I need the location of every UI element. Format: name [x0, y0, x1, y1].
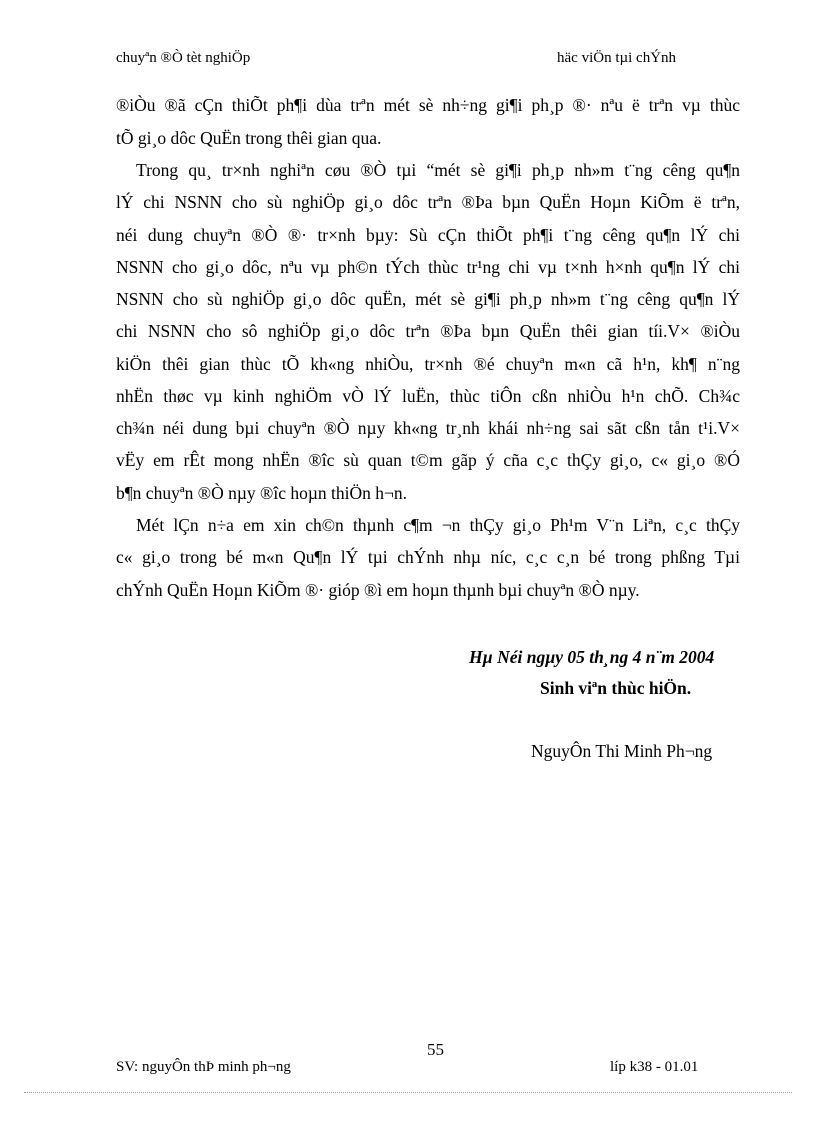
- body-line-2: tÕ gi¸o dôc QuËn trong thêi gian qua.: [116, 128, 382, 148]
- body-line-9: kiÖn thêi gian thùc tÕ kh«ng nhiÒu, tr×nh ®é chuyªn m«n cã h¹n, kh¶ n¨ng: [116, 354, 740, 374]
- page-bottom-divider: [24, 1092, 792, 1093]
- body-line-8: chi NSNN cho sô nghiÖp gi¸o dôc trªn ®Þa bµn QuËn thêi gian tíi.V× ®iÒu: [116, 321, 740, 341]
- body-line-4: lÝ chi NSNN cho sù nghiÖp gi¸o dôc trªn ®Þa bµn QuËn Hoµn KiÕm ë trªn,: [116, 192, 740, 212]
- body-line-13: b¶n chuyªn ®Ò nµy ®îc hoµn thiÖn h¬n.: [116, 483, 408, 503]
- body-line-1: ®iÒu ®ã cÇn thiÕt ph¶i dùa trªn mét sè nh÷ng gi¶i ph¸p ®· nªu ë trªn vµ thùc: [116, 95, 740, 115]
- signature-date: Hµ Néi ngµy 05 th¸ng 4 n¨m 2004: [469, 647, 715, 667]
- body-line-14: Mét lÇn n÷a em xin ch©n thµnh c¶m ¬n thÇy gi¸o Ph¹m V¨n Liªn, c¸c thÇy: [136, 515, 740, 535]
- body-line-3: Trong qu¸ tr×nh nghiªn cøu ®Ò tµi “mét sè gi¶i ph¸p nh»m t¨ng cêng qu¶n: [136, 160, 740, 180]
- footer-student-name: SV: nguyÔn thÞ minh ph¬ng: [116, 1059, 291, 1075]
- body-line-15: c« gi¸o trong bé m«n Qu¶n lÝ tµi chÝnh nhµ níc, c¸c c¸n bé trong phßng Tµi: [116, 547, 740, 567]
- body-line-6: NSNN cho gi¸o dôc, nªu vµ ph©n tÝch thùc tr¹ng chi vµ t×nh h×nh qu¶n lÝ chi: [116, 257, 740, 277]
- page-number: 55: [427, 1040, 444, 1059]
- body-line-16: chÝnh QuËn Hoµn KiÕm ®· gióp ®ì em hoµn thµnh bµi chuyªn ®Ò nµy.: [116, 580, 640, 600]
- signature-name: NguyÔn Thi Minh Ph¬ng: [531, 741, 713, 761]
- footer-class-code: líp k38 - 01.01: [610, 1059, 699, 1075]
- body-line-10: nhËn thøc vµ kinh nghiÖm vÒ lÝ luËn, thùc tiÔn cßn nhiÒu h¹n chÕ. Ch¾c: [116, 386, 740, 406]
- signature-role: Sinh viªn thùc hiÖn.: [540, 678, 692, 698]
- body-line-5: néi dung chuyªn ®Ò ®· tr×nh bµy: Sù cÇn thiÕt ph¶i t¨ng cêng qu¶n lÝ chi: [116, 225, 740, 245]
- body-line-7: NSNN cho sù nghiÖp gi¸o dôc quËn, mét sè gi¶i ph¸p nh»m t¨ng cêng qu¶n lÝ: [116, 289, 740, 309]
- body-line-11: ch¾n néi dung bµi chuyªn ®Ò nµy kh«ng tr¸nh khái nh÷ng sai sãt cßn tån t¹i.V×: [116, 418, 740, 438]
- body-line-12: vËy em rÊt mong nhËn ®îc sù quan t©m gãp ý cña c¸c thÇy gi¸o, c« gi¸o ®Ó: [116, 450, 740, 470]
- running-header-institution: häc viÖn tµi chÝnh: [557, 50, 677, 66]
- running-header-title: chuyªn ®Ò tèt nghiÖp: [116, 50, 251, 66]
